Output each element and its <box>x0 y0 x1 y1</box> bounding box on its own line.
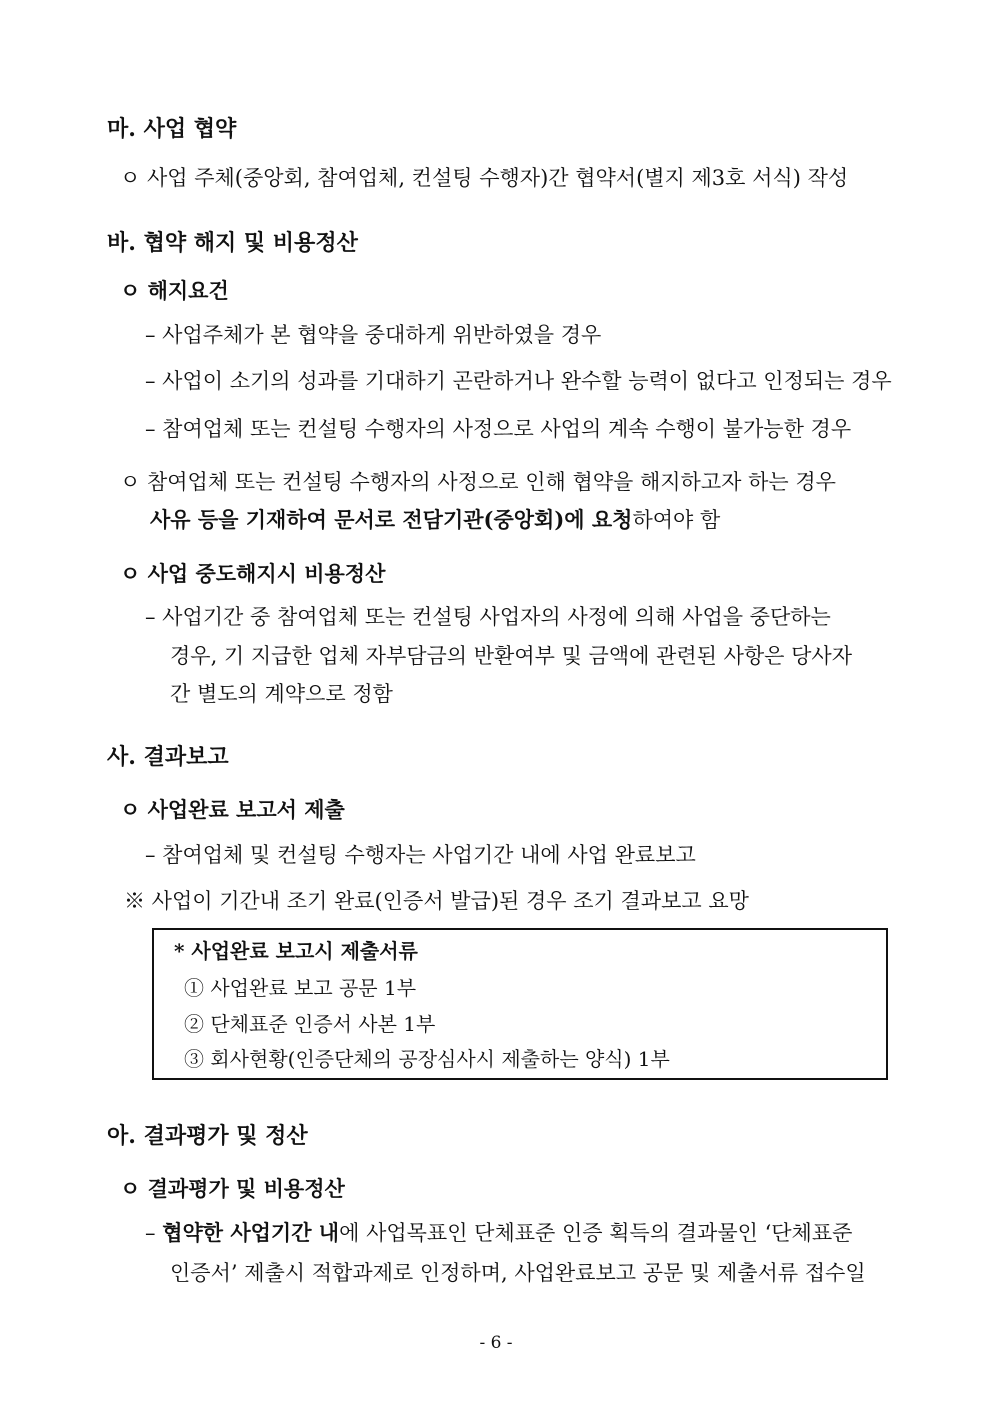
list-item: – 사업주체가 본 협약을 중대하게 위반하였을 경우 <box>145 323 602 347</box>
emphasis-text: 협약한 사업기간 내 <box>162 1220 340 1245</box>
paragraph-line: – 사업기간 중 참여업체 또는 컨설팅 사업자의 사정에 의해 사업을 중단하는 <box>145 605 831 629</box>
subheading-termination-requirements: ㅇ 해지요건 <box>120 278 229 303</box>
box-item: ① 사업완료 보고 공문 1부 <box>184 976 417 1000</box>
box-item: ② 단체표준 인증서 사본 1부 <box>184 1012 436 1036</box>
paragraph-line: 간 별도의 계약으로 정함 <box>170 682 393 706</box>
bullet-agreement: ㅇ 사업 주체(중앙회, 참여업체, 컨설팅 수행자)간 협약서(별지 제3호 서식) 작성 <box>120 166 849 190</box>
list-item: – 참여업체 및 컨설팅 수행자는 사업기간 내에 사업 완료보고 <box>145 843 696 867</box>
plain-text: 에 사업목표인 단체표준 인증 획득의 결과물인 ‘단체표준 <box>339 1221 853 1245</box>
evaluation-line-1 <box>145 1218 852 1248</box>
termination-request-continuation <box>150 505 720 535</box>
box-item: ③ 회사현황(인증단체의 공장심사시 제출하는 양식) 1부 <box>184 1047 670 1071</box>
subheading-completion-report: ㅇ 사업완료 보고서 제출 <box>120 797 345 822</box>
required-documents-box <box>152 928 888 1080</box>
page-number: - 6 - <box>479 1333 513 1353</box>
evaluation-line-2: 인증서’ 제출시 적합과제로 인정하며, 사업완료보고 공문 및 제출서류 접수일 <box>170 1261 866 1285</box>
list-item: – 참여업체 또는 컨설팅 수행자의 사정으로 사업의 계속 수행이 불가능한 경우 <box>145 417 852 441</box>
plain-text: 하여야 함 <box>632 508 721 532</box>
section-heading-ba: 바. 협약 해지 및 비용정산 <box>107 230 358 256</box>
subheading-early-termination: ㅇ 사업 중도해지시 비용정산 <box>120 561 386 586</box>
section-heading-a: 아. 결과평가 및 정산 <box>107 1123 308 1149</box>
paragraph-line: 경우, 기 지급한 업체 자부담금의 반환여부 및 금액에 관련된 사항은 당사자 <box>170 644 853 668</box>
emphasis-text: 사유 등을 기재하여 문서로 전담기관(중앙회)에 요청 <box>150 507 633 532</box>
note-early-report: ※ 사업이 기간내 조기 완료(인증서 발급)된 경우 조기 결과보고 요망 <box>124 889 749 913</box>
subheading-evaluation: ㅇ 결과평가 및 비용정산 <box>120 1176 345 1201</box>
bullet-termination-request: ㅇ 참여업체 또는 컨설팅 수행자의 사정으로 인해 협약을 해지하고자 하는 경우 <box>120 470 836 494</box>
box-title: * 사업완료 보고시 제출서류 <box>174 939 418 963</box>
section-heading-sa: 사. 결과보고 <box>107 744 229 770</box>
list-item: – 사업이 소기의 성과를 기대하기 곤란하거나 완수할 능력이 없다고 인정되는 경우 <box>145 369 892 393</box>
section-heading-ma: 마. 사업 협약 <box>107 116 237 142</box>
dash: – <box>145 1221 163 1245</box>
